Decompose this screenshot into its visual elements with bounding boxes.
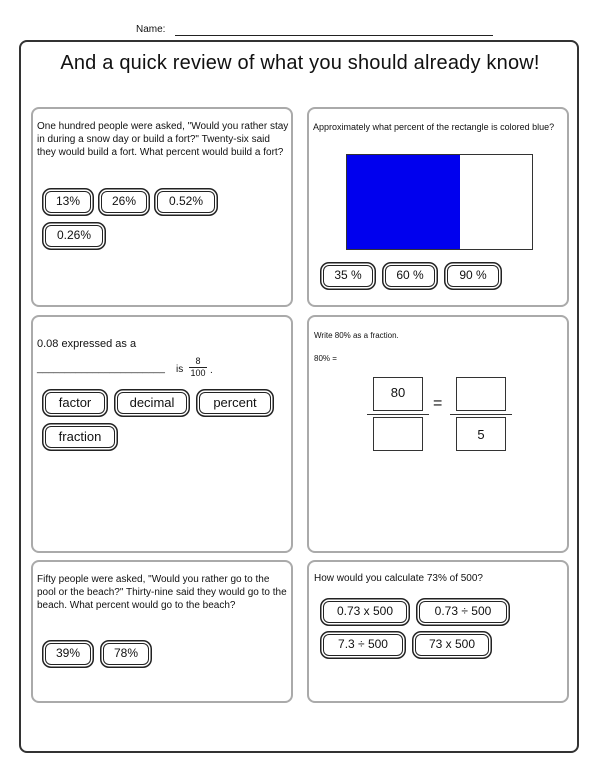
question-5-text: Fifty people were asked, "Would you rather go to the pool or the beach?" Thirty-nine said they would go to the beach. What percent would go to the beach? <box>37 574 287 611</box>
fraction-denominator: 100 <box>190 368 206 378</box>
question-card-6 <box>307 560 569 703</box>
q3-option-decimal[interactable]: decimal <box>117 392 187 414</box>
question-2-text: Approximately what percent of the rectangle is colored blue? <box>313 122 555 132</box>
question-card-2 <box>307 107 569 307</box>
name-label: Name: <box>136 24 166 35</box>
q5-option-78[interactable]: 78% <box>103 643 149 665</box>
percent-rectangle <box>346 154 533 250</box>
question-6-text: How would you calculate 73% of 500? <box>314 573 483 584</box>
q3-option-factor[interactable]: factor <box>45 392 105 414</box>
q6-option-073x500[interactable]: 0.73 x 500 <box>323 601 407 623</box>
question-4-text: Write 80% as a fraction. <box>314 331 399 340</box>
page-title: And a quick review of what you should already know! <box>60 52 540 74</box>
right-denominator-box[interactable]: 5 <box>456 417 506 451</box>
q2-option-90[interactable]: 90 % <box>447 265 499 287</box>
question-card-3 <box>31 315 293 553</box>
question-4-prompt: 80% = <box>314 354 337 363</box>
q6-option-073div500[interactable]: 0.73 ÷ 500 <box>419 601 507 623</box>
q6-option-73x500[interactable]: 73 x 500 <box>415 634 489 656</box>
q1-option-052[interactable]: 0.52% <box>157 191 215 213</box>
q3-option-fraction[interactable]: fraction <box>45 426 115 448</box>
name-line[interactable] <box>175 35 493 36</box>
question-3-period: . <box>210 365 213 376</box>
question-1-text: One hundred people were asked, "Would you rather stay in during a snow day or build a fort?" Twenty-six said they would build a fort. What percent would build a fort? <box>37 121 289 158</box>
question-card-1 <box>31 107 293 307</box>
question-card-5 <box>31 560 293 703</box>
right-fraction-bar <box>450 414 512 415</box>
q3-option-percent[interactable]: percent <box>199 392 271 414</box>
right-numerator-box[interactable] <box>456 377 506 411</box>
question-card-4 <box>307 315 569 553</box>
left-denominator-box[interactable] <box>373 417 423 451</box>
fraction-numerator: 8 <box>195 356 201 366</box>
question-3-fraction <box>188 356 208 379</box>
equals-sign: = <box>433 395 443 412</box>
q1-option-13[interactable]: 13% <box>45 191 91 213</box>
blue-fill-region <box>347 155 460 249</box>
question-3-text: 0.08 expressed as a <box>37 338 137 350</box>
left-numerator-box[interactable]: 80 <box>373 377 423 411</box>
question-3-blank: _______________________ <box>37 363 165 374</box>
question-3-is: is <box>176 364 184 375</box>
q2-option-35[interactable]: 35 % <box>323 265 373 287</box>
left-fraction-bar <box>367 414 429 415</box>
q1-option-26[interactable]: 26% <box>101 191 147 213</box>
q6-option-73div500[interactable]: 7.3 ÷ 500 <box>323 634 403 656</box>
q5-option-39[interactable]: 39% <box>45 643 91 665</box>
q1-option-026[interactable]: 0.26% <box>45 225 103 247</box>
q2-option-60[interactable]: 60 % <box>385 265 435 287</box>
